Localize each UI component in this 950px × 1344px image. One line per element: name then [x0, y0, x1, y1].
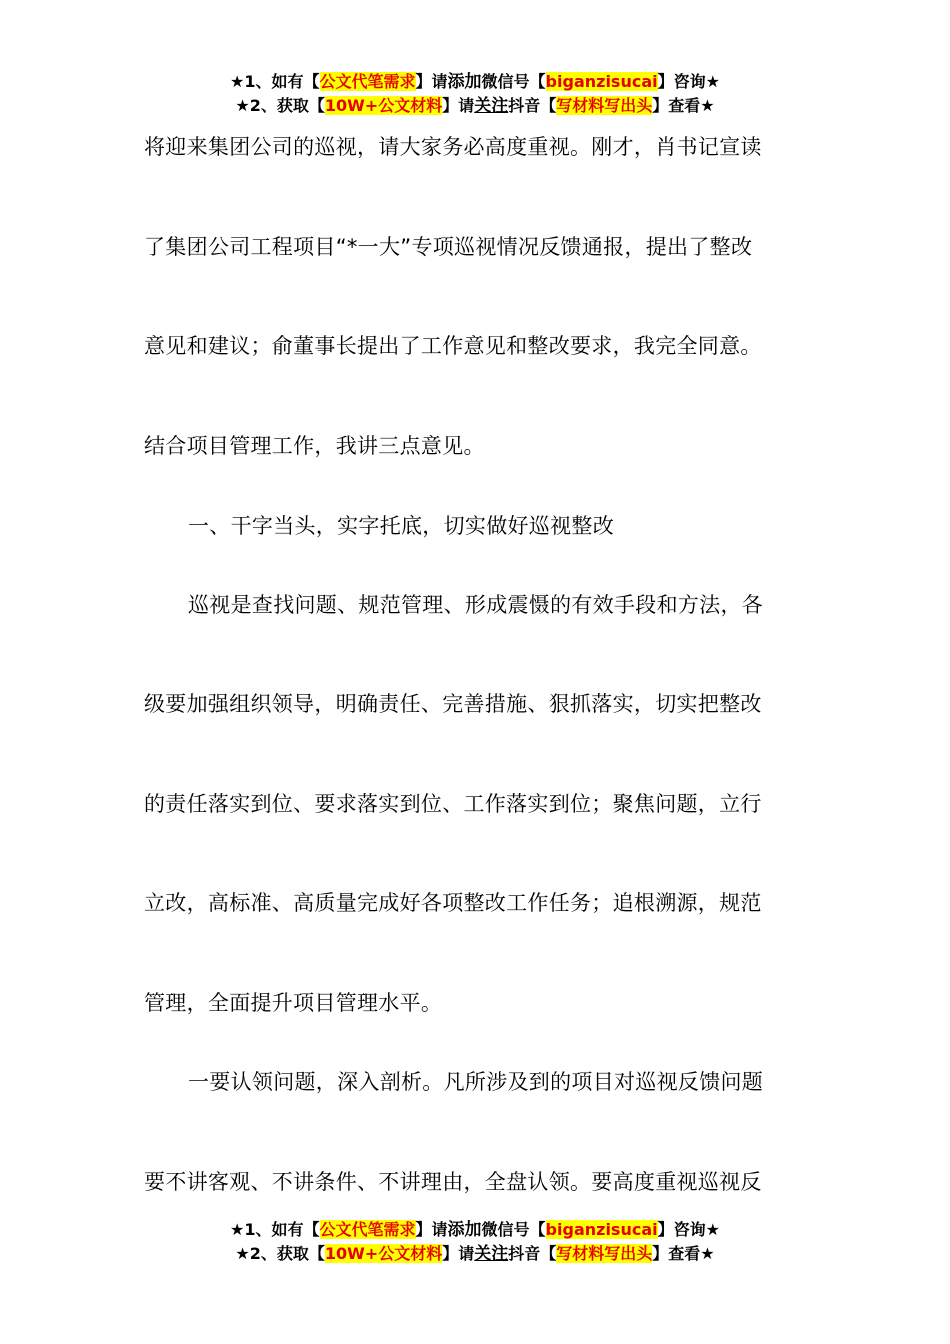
banner-text: ★2、获取【: [235, 1244, 325, 1263]
banner-text: 】请: [415, 1220, 448, 1239]
banner-douyin-id: 写材料写出头: [556, 96, 653, 115]
banner-line-2: [0, 94, 950, 118]
banner-text: 】查看★: [652, 1244, 715, 1263]
banner-text: 微信号【: [481, 1220, 546, 1239]
banner-text: ★1、如有【: [230, 1220, 320, 1239]
banner-line-1: [0, 70, 950, 94]
banner-text: 】查看★: [652, 96, 715, 115]
banner-text: 】咨询★: [657, 1220, 720, 1239]
banner-emphasis: 添加: [447, 72, 482, 92]
banner-text: 】咨询★: [657, 72, 720, 91]
body-line: 的责任落实到位、要求落实到位、工作落实到位；聚焦问题，立行: [144, 792, 762, 816]
body-line: 立改，高标准、高质量完成好各项整改工作任务；追根溯源，规范: [144, 891, 762, 915]
banner-line-2: [0, 1242, 950, 1266]
banner-highlight: 公文代笔需求: [319, 72, 416, 91]
banner-text: 】请: [415, 72, 448, 91]
banner-emphasis: 关注: [474, 1244, 509, 1264]
banner-line-1: [0, 1218, 950, 1242]
banner-highlight: 10W+公文材料: [324, 1244, 443, 1263]
banner-highlight: 10W+公文材料: [324, 96, 443, 115]
banner-emphasis: 添加: [447, 1220, 482, 1240]
body-line: 巡视是查找问题、规范管理、形成震慑的有效手段和方法，各: [188, 593, 764, 617]
banner-wechat-id: biganzisucai: [545, 72, 658, 91]
banner-text: 抖音【: [508, 96, 557, 115]
section-heading: 一、干字当头，实字托底，切实做好巡视整改: [188, 514, 614, 538]
footer-banner: [0, 1218, 950, 1266]
header-banner: [0, 70, 950, 118]
banner-text: ★1、如有【: [230, 72, 320, 91]
banner-text: ★2、获取【: [235, 96, 325, 115]
body-line: 意见和建议；俞董事长提出了工作意见和整改要求，我完全同意。: [144, 334, 762, 358]
body-line: 将迎来集团公司的巡视，请大家务必高度重视。刚才，肖书记宣读: [144, 135, 762, 159]
body-line: 管理，全面提升项目管理水平。: [144, 991, 443, 1015]
banner-text: 】请: [442, 96, 475, 115]
body-line: 一要认领问题，深入剖析。凡所涉及到的项目对巡视反馈问题: [188, 1070, 764, 1094]
body-line: 了集团公司工程项目“*一大”专项巡视情况反馈通报，提出了整改: [144, 235, 753, 259]
banner-douyin-id: 写材料写出头: [556, 1244, 653, 1263]
body-line: 要不讲客观、不讲条件、不讲理由，全盘认领。要高度重视巡视反: [144, 1170, 762, 1194]
banner-text: 】请: [442, 1244, 475, 1263]
body-line: 级要加强组织领导，明确责任、完善措施、狠抓落实，切实把整改: [144, 692, 762, 716]
body-line: 结合项目管理工作，我讲三点意见。: [144, 434, 485, 458]
banner-text: 抖音【: [508, 1244, 557, 1263]
banner-wechat-id: biganzisucai: [545, 1220, 658, 1239]
banner-emphasis: 关注: [474, 96, 509, 116]
banner-text: 微信号【: [481, 72, 546, 91]
banner-highlight: 公文代笔需求: [319, 1220, 416, 1239]
